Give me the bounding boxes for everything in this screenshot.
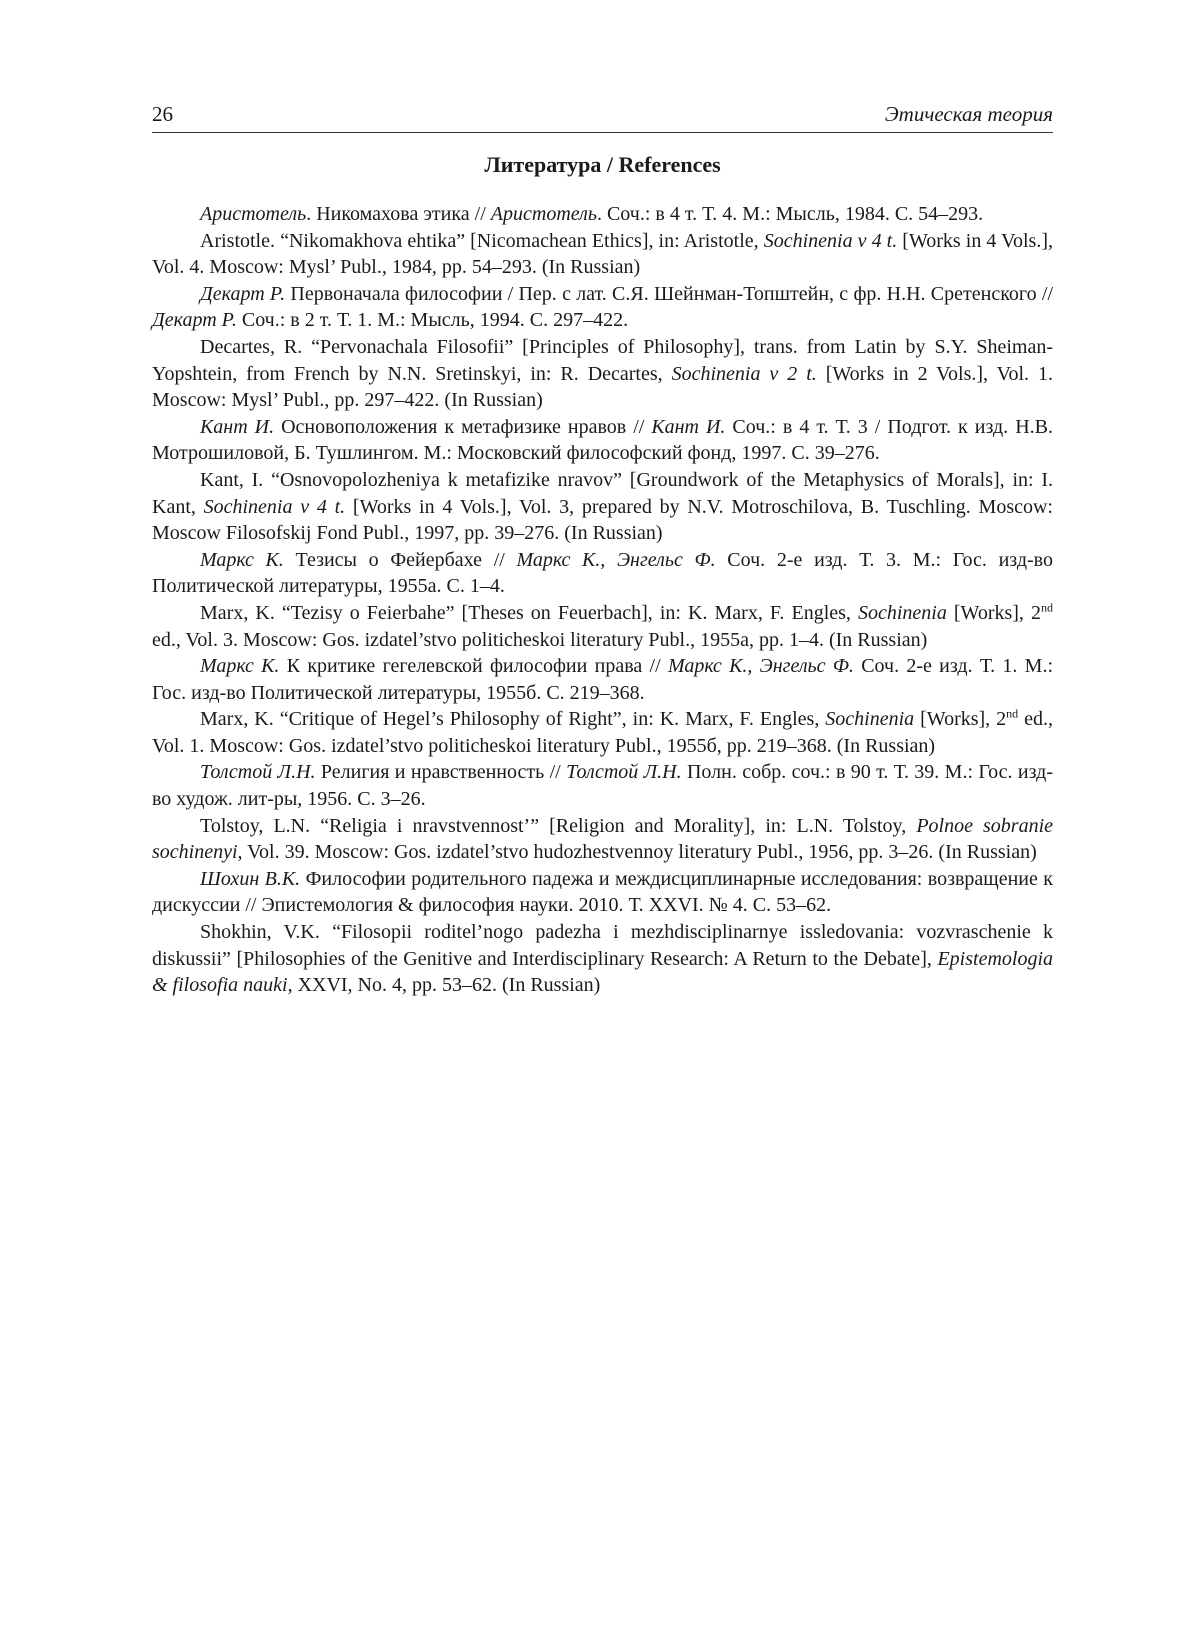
reference-item: Aristotle. “Nikomakhova ehtika” [Nicomachean Ethics], in: Aristotle, Sochinenia v 4 t. [Works in 4 Vols.], Vol. 4. Moscow: Mysl’ Publ., 1984, pp. 54–293. (In Russian) [152, 229, 1053, 279]
reference-item: Marx, K. “Critique of Hegel’s Philosophy of Right”, in: K. Marx, F. Engles, Sochinenia [Works], 2nd ed., Vol. 1. Moscow: Gos. izdatel’stvo politicheskoi literatury Publ., 1955б, pp. 219–368. (In Russian) [152, 706, 1053, 757]
reference-item: Шохин В.К. Философии родительного падежа и междисциплинарные исследования: возвращение к дискуссии // Эпистемология & философия науки. 2010. Т. XXVI. № 4. С. 53–62. [152, 867, 1053, 917]
reference-item: Kant, I. “Osnovopolozheniya k metafizike nravov” [Groundwork of the Metaphysics of Morals], in: I. Kant, Sochinenia v 4 t. [Works in 4 Vols.], Vol. 3, prepared by N.V. Motroschilova, B. Tuschling. Moscow: Moscow Filosofskij Fond Publ., 1997, pp. 39–276. (In Russian) [152, 468, 1053, 545]
reference-list [152, 201, 1053, 999]
reference-item: Толстой Л.Н. Религия и нравственность // Толстой Л.Н. Полн. собр. соч.: в 90 т. Т. 39. М.: Гос. изд-во худож. лит-ры, 1956. С. 3–26. [152, 761, 1053, 811]
reference-item: Кант И. Основоположения к метафизике нравов // Кант И. Соч.: в 4 т. Т. 3 / Подгот. к изд. Н.В. Мотрошиловой, Б. Тушлингом. М.: Московский философский фонд, 1997. С. 39–276. [152, 415, 1053, 465]
reference-item: Маркс К. К критике гегелевской философии права // Маркс К., Энгельс Ф. Соч. 2-е изд. Т. 1. М.: Гос. изд-во Политической литературы, 1955б. С. 219–368. [152, 655, 1053, 704]
reference-item: Маркс К. Тезисы о Фейербахе // Маркс К., Энгельс Ф. Соч. 2-е изд. Т. 3. М.: Гос. изд-во Политической литературы, 1955а. С. 1–4. [152, 548, 1053, 598]
page-number: 26 [152, 102, 173, 126]
reference-item: Tolstoy, L.N. “Religia i nravstvennost’” [Religion and Morality], in: L.N. Tolstoy, Polnoe sobranie sochinenyi, Vol. 39. Moscow: Gos. izdatel’stvo hudozhestvennoy literatury Publ., 1956, pp. 3–26. (In Russian) [152, 814, 1054, 864]
page [152, 100, 1053, 999]
reference-item: Marx, K. “Tezisy o Feierbahe” [Theses on Feuerbach], in: K. Marx, F. Engles, Sochinenia [Works], 2nd ed., Vol. 3. Moscow: Gos. izdatel’stvo politicheskoi literatury Publ., 1955a, pp. 1–4. (In Russian) [152, 600, 1053, 651]
reference-item: Shokhin, V.K. “Filosopii roditel’nogo padezha i mezhdisciplinarnye issledovania: vozvraschenie k diskussii” [Philosophies of the Genitive and Interdisciplinary Research: A Return to the Debate], Epistemologia & filosofia nauki, XXVI, No. 4, pp. 53–62. (In Russian) [152, 921, 1053, 997]
reference-item: Decartes, R. “Pervonachala Filosofii” [Principles of Philosophy], trans. from Latin by S.Y. Sheiman-Yopshtein, from French by N.N. Sretinskyi, in: R. Decartes, Sochinenia v 2 t. [Works in 2 Vols.], Vol. 1. Moscow: Mysl’ Publ., pp. 297–422. (In Russian) [152, 335, 1053, 412]
reference-item: Аристотель. Никомахова этика // Аристотель. Соч.: в 4 т. Т. 4. М.: Мысль, 1984. С. 54–293. [200, 203, 984, 225]
running-header [152, 100, 1053, 133]
reference-item: Декарт Р. Первоначала философии / Пер. с лат. С.Я. Шейнман-Топштейн, с фр. Н.Н. Сретенского // Декарт Р. Соч.: в 2 т. Т. 1. М.: Мысль, 1994. С. 297–422. [152, 282, 1054, 332]
references-title: Литература / References [484, 152, 721, 177]
running-section-title: Этическая теория [884, 102, 1053, 126]
